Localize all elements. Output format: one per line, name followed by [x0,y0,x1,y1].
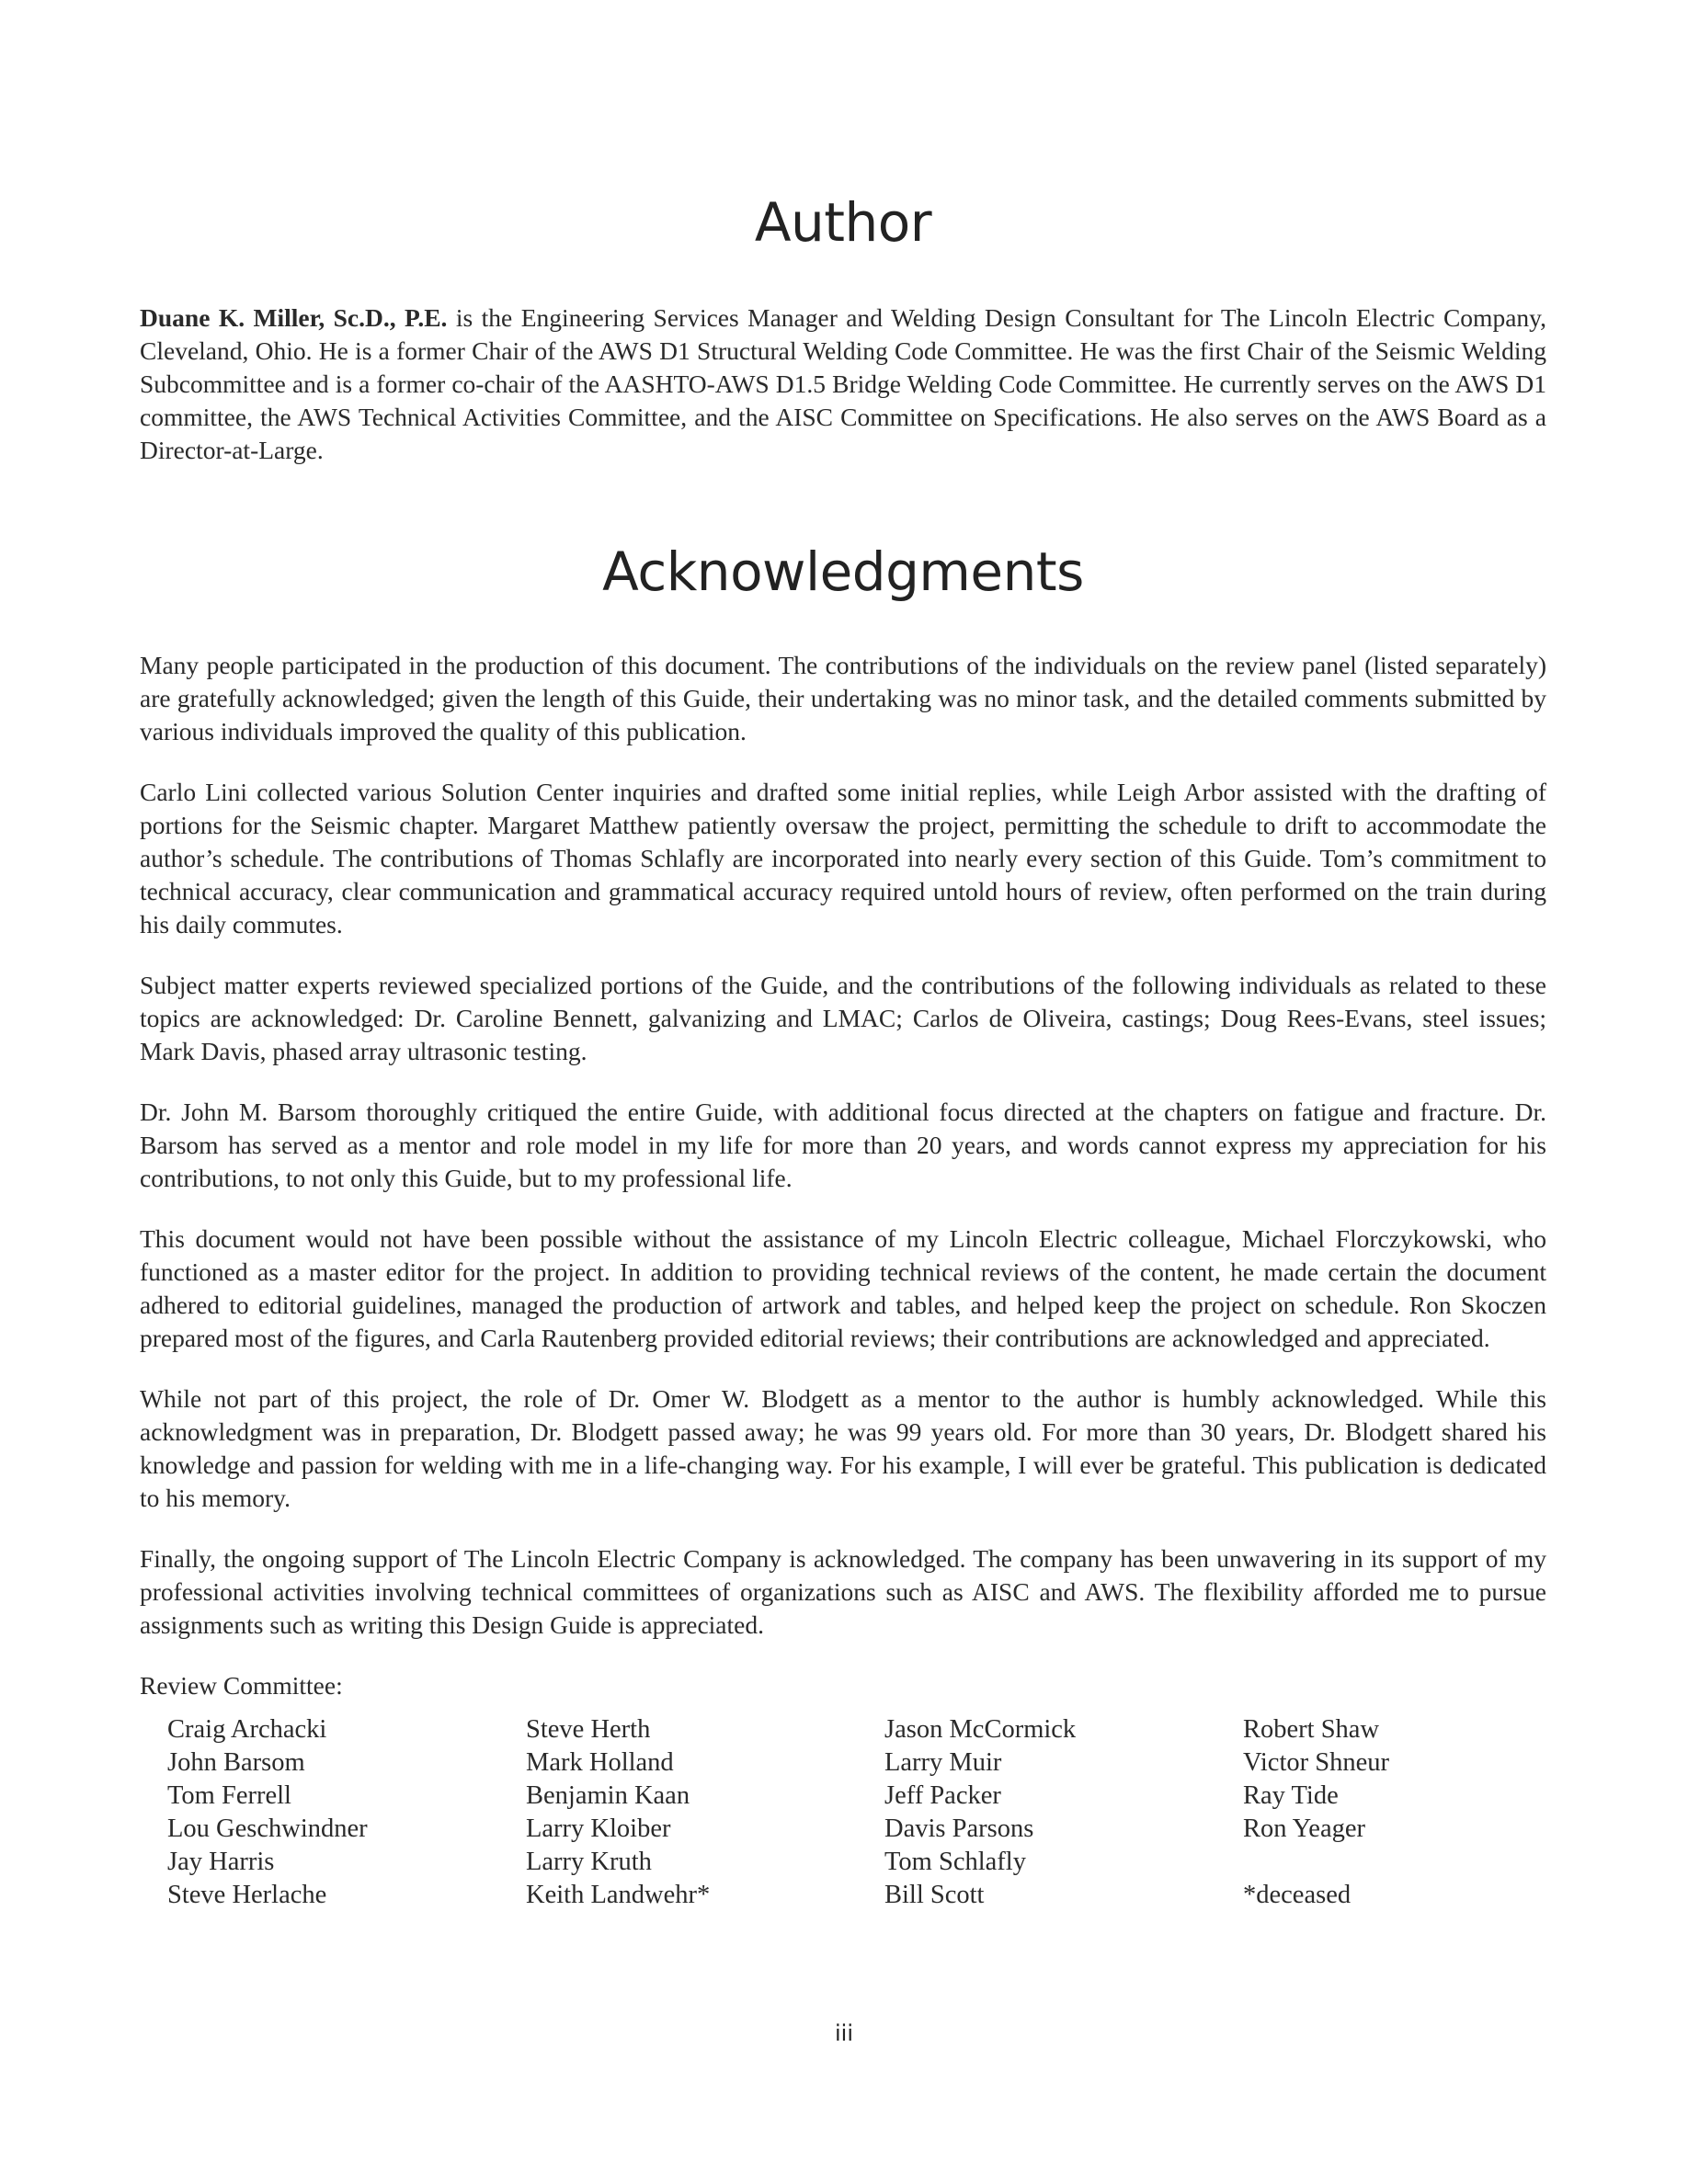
committee-member: Steve Herth [526,1715,651,1744]
review-committee-column-4 [1243,1713,1546,1912]
ack-paragraph-7: Finally, the ongoing support of The Lincoln Electric Company is acknowledged. The company has been unwavering in its support of my professional activities involving technical committees of organizations such as AISC and AWS. The flexibility afforded me to pursue assignments such as writing this Design Guide is appreciated. [140,1544,1546,1639]
ack-paragraph-3: Subject matter experts reviewed specialized portions of the Guide, and the contributions of the following individuals as related to these topics are acknowledged: Dr. Caroline Bennett, galvanizing and LMAC; Carlos de Oliveira, castings; Doug Rees-Evans, steel issues; Mark Davis, phased array ultrasonic testing. [140,971,1546,1065]
review-committee-column-2 [526,1713,884,1912]
committee-member: Davis Parsons [884,1814,1034,1843]
committee-member: Lou Geschwindner [167,1814,368,1843]
committee-member: Craig Archacki [167,1715,327,1744]
deceased-note: *deceased [1243,1881,1352,1909]
committee-member: Jay Harris [167,1848,275,1876]
committee-member: Jeff Packer [884,1781,1001,1810]
committee-member: John Barsom [167,1748,305,1777]
committee-member: Tom Ferrell [167,1781,291,1810]
ack-paragraph-2: Carlo Lini collected various Solution Center inquiries and drafted some initial replies, while Leigh Arbor assisted with the drafting of portions for the Seismic chapter. Margaret Matthew patiently oversaw the project, permitting the schedule to drift to accommodate the author’s schedule. The contributions of Thomas Schlafly are incorporated into nearly every section of this Guide. Tom’s commitment to technical accuracy, clear communication and grammatical accuracy required untold hours of review, often performed on the train during his daily commutes. [140,778,1546,938]
acknowledgments-body [140,649,1546,1912]
author-heading: Author [754,191,932,254]
committee-member: Robert Shaw [1243,1715,1380,1744]
review-committee-label: Review Committee: [140,1671,343,1700]
ack-paragraph-5: This document would not have been possible without the assistance of my Lincoln Electric colleague, Michael Florczykowski, who functioned as a master editor for the project. In addition to providing technical reviews of the content, he made certain the document adhered to editorial guidelines, managed the production of artwork and tables, and helped keep the project on schedule. Ron Skoczen prepared most of the figures, and Carla Rautenberg provided editorial reviews; their contributions are acknowledged and appreciated. [140,1224,1546,1352]
ack-paragraph-4: Dr. John M. Barsom thoroughly critiqued the entire Guide, with additional focus directed at the chapters on fatigue and fracture. Dr. Barsom has served as a mentor and role model in my life for more than 20 years, and words cannot express my appreciation for his contributions, to not only this Guide, but to my professional life. [140,1098,1546,1192]
author-bio-text: is the Engineering Services Manager and Welding Design Consultant for The Lincoln Electric Company, Cleveland, Ohio. He is a former Chair of the AWS D1 Structural Welding Code Committee. He was the first Chair of the Seismic Welding Subcommittee and is a former co-chair of the AASHTO-AWS D1.5 Bridge Welding Code Committee. He currently serves on the AWS D1 committee, the AWS Technical Activities Committee, and the AISC Committee on Specifications. He also serves on the AWS Board as a Director-at-Large. [140,303,1546,464]
ack-paragraph-1: Many people participated in the production of this document. The contributions of the individuals on the review panel (listed separately) are gratefully acknowledged; given the length of this Guide, their undertaking was no minor task, and the detailed comments submitted by various individuals improved the quality of this publication. [140,651,1546,745]
committee-member [1243,1846,1546,1879]
committee-member: Benjamin Kaan [526,1781,690,1810]
acknowledgments-heading: Acknowledgments [602,540,1084,603]
committee-member: Larry Muir [884,1748,1002,1777]
committee-member: Steve Herlache [167,1881,327,1909]
author-name: Duane K. Miller, Sc.D., P.E. [140,303,448,332]
review-committee-column-3 [884,1713,1243,1912]
committee-member: Larry Kloiber [526,1814,671,1843]
committee-member: Bill Scott [884,1881,985,1909]
committee-member: Tom Schlafly [884,1848,1026,1876]
review-committee-list [167,1713,1546,1912]
ack-paragraph-6: While not part of this project, the role of Dr. Omer W. Blodgett as a mentor to the author is humbly acknowledged. While this acknowledgment was in preparation, Dr. Blodgett passed away; he was 99 years old. For more than 30 years, Dr. Blodgett shared his knowledge and passion for welding with me in a life-changing way. For his example, I will ever be grateful. This publication is dedicated to his memory. [140,1384,1546,1512]
committee-member: Jason McCormick [884,1715,1077,1744]
committee-member: Mark Holland [526,1748,674,1777]
committee-member: Victor Shneur [1243,1748,1389,1777]
page-number: iii [834,2020,853,2046]
committee-member: Ron Yeager [1243,1814,1365,1843]
committee-member: Keith Landwehr* [526,1881,711,1909]
committee-member: Larry Kruth [526,1848,652,1876]
author-bio-paragraph [140,301,1546,467]
committee-member: Ray Tide [1243,1781,1339,1810]
review-committee-column-1 [167,1713,526,1912]
